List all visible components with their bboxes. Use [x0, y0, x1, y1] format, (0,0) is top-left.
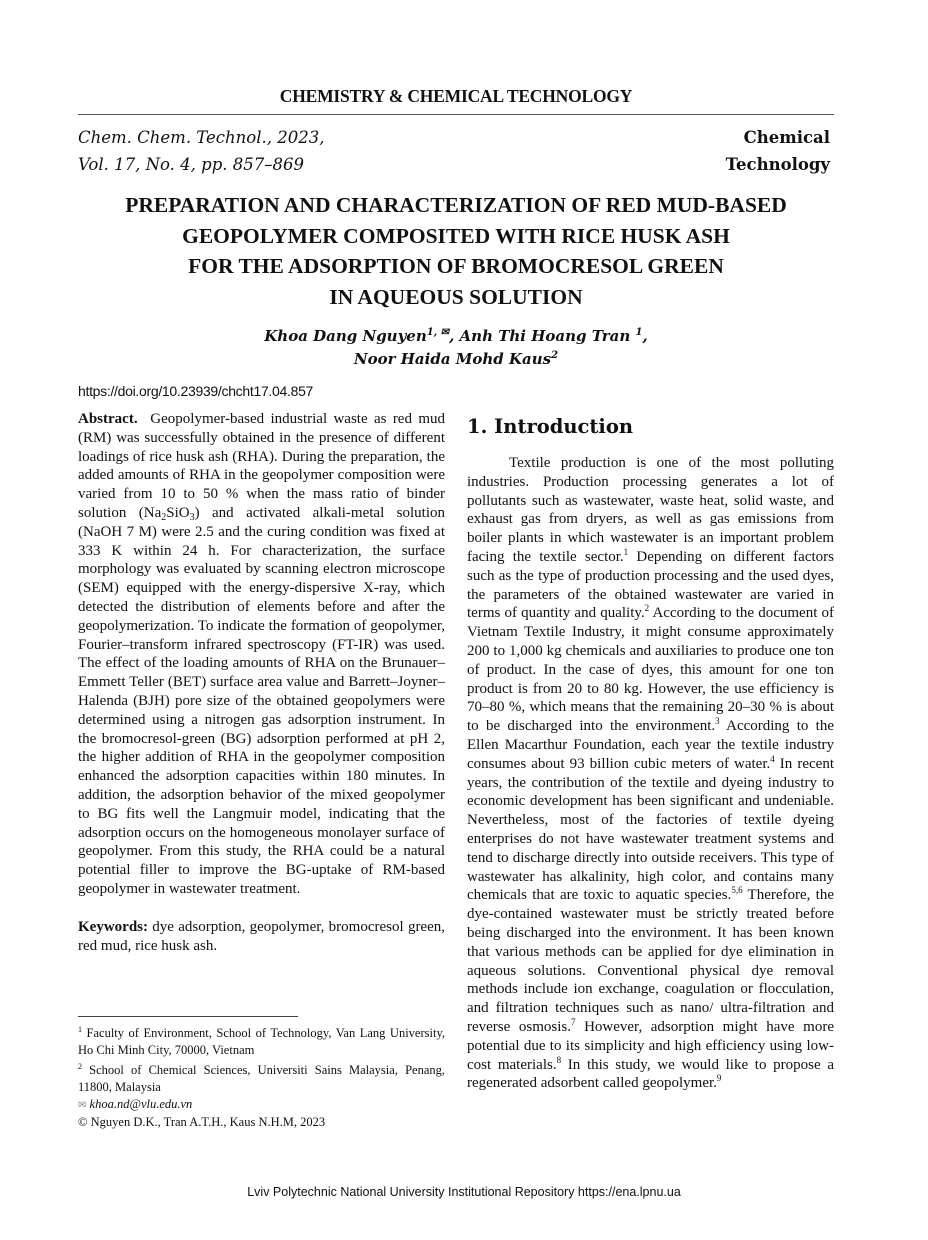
- right-column: [467, 410, 834, 1093]
- intro-text: Textile production is one of the most polluting industries. Production processing generates a lot of pollutants such as wastewater, waste heat, solid waste, and exhaust gas from dryers, as well as gas emissions from boiler plants in which wastewater is an important problem facing the textile sector.: [467, 455, 834, 565]
- citation-ref[interactable]: 1: [623, 546, 629, 557]
- intro-text: In this study, we would like to propose a regenerated adsorbent called geopolymer.: [467, 1056, 834, 1092]
- author-name: Anh Thi Hoang Tran: [459, 327, 631, 345]
- repository-footer: Lviv Polytechnic National University Institutional Repository https://ena.lpnu.ua: [247, 1185, 681, 1199]
- affiliation-2: [78, 1059, 445, 1096]
- title-line: IN AQUEOUS SOLUTION: [329, 284, 583, 309]
- footnotes: [78, 1022, 445, 1131]
- article-title: [78, 190, 834, 312]
- keywords-text: dye adsorption, geopolymer, bromocresol green, red mud, rice husk ash.: [78, 918, 446, 954]
- intro-text: According to the Ellen Macarthur Foundation, each year the textile industry consumes about 93 billion cubic meters of water.: [467, 718, 834, 772]
- doi-link[interactable]: https://doi.org/10.23939/chcht17.04.857: [78, 383, 314, 399]
- affiliation-1: [78, 1022, 445, 1059]
- citation-ref[interactable]: 5,6: [731, 885, 743, 896]
- citation-ref[interactable]: 3: [715, 716, 720, 727]
- citation-ref[interactable]: 7: [570, 1016, 576, 1027]
- title-line: GEOPOLYMER COMPOSITED WITH RICE HUSK ASH: [182, 223, 730, 248]
- intro-text: Depending on different factors such as the type of production processing and the used dyes, the parameters of the obtained wastewater are varied in terms of quantity and quality.: [467, 548, 834, 622]
- intro-text: In recent years, the contribution of the textile and dyeing industry to economic development has been significant and undeniable. Nevertheless, most of the factories of textile dyeing enterprises do not have wastewater treatment systems and tend to discharge directly into outside receivers. This type of wastewater has alkalinity, high color, and contains many chemicals that are toxic to aquatic species.: [467, 755, 834, 904]
- author-affiliation-marker: 1, ✉: [426, 327, 450, 338]
- affiliation-text: School of Chemical Sciences, Universiti Sains Malaysia, Penang, 11800, Malaysia: [78, 1062, 446, 1094]
- author-name: Khoa Dang Nguyen: [264, 327, 427, 345]
- abstract-text: SiO: [166, 504, 190, 521]
- abstract-text: ) and activated alkali-metal solution (NaOH 7 M) were 2.5 and the curing condition was fixed at 333 K within 24 h. For characterization, the surface morphology was evaluated by scanning electron microscope (SEM) equipped with the energy-dispersive X-ray, which detected the distribution of elements before and after the geopolymerization. To indicate the formation of geopolymer, Fourier–transform infrared spectroscopy (FT-IR) was used. The effect of the loading amounts of RHA on the Brunauer–Emmett Teller (BET) surface area value and Barrett–Joyner–Halenda (BJH) pore size of the obtained geopolymers were determined using a nitrogen gas adsorption instrument. In the bromocresol-green (BG) adsorption performed at pH 2, the higher addition of RHA in the geopolymer composition enhanced the adsorption capacities within 180 minutes. In addition, the adsorption behavior of the mixed geopolymer to BG fits well the Langmuir model, indicating that the adsorption occurs on the homogeneous monolayer surface of geopolymer. From this study, the RHA could be a natural potential filler to improve the BG-uptake of RM-based geopolymer in wastewater treatment.: [78, 504, 446, 897]
- abstract-text: Geopolymer-based industrial waste as red mud (RM) was successfully obtained in the presence of different loadings of rice husk ash (RHA). During the preparation, the added amounts of RHA in the geopolymer composition were varied from 10 to 50 % when the mass ratio of binder solution (Na: [78, 411, 445, 521]
- author-list: Khoa Dang Nguyen$^{1, ✉}$, Anh Thi Hoang Tran $^1$, Noor Haida Mohd Kaus$^2$: [264, 327, 648, 368]
- header-divider: [78, 114, 834, 115]
- intro-text: However, adsorption might have more potential due to its simplicity and high efficiency using low-cost materials.: [467, 1018, 834, 1073]
- section-heading-introduction: 1. Introduction: [467, 415, 634, 438]
- footnote-divider: [78, 1016, 298, 1017]
- introduction-paragraph: [467, 454, 834, 1093]
- keywords-label: Keywords:: [78, 918, 148, 935]
- brand-line-1: Chemical: [743, 128, 830, 147]
- journal-header: CHEMISTRY & CHEMICAL TECHNOLOGY: [279, 86, 633, 106]
- title-line: PREPARATION AND CHARACTERIZATION OF RED MUD-BASED: [125, 193, 787, 217]
- corresponding-email: [78, 1096, 445, 1115]
- author-affiliation-marker: 2: [551, 350, 559, 361]
- envelope-icon: ✉: [78, 1099, 87, 1111]
- intro-text: Therefore, the dye-contained wastewater must be strictly treated before being discharged into the environment. It has been known that various methods can be applied for dye elimination in aqueous solutions. Conventional physical dye removal methods include ion exchange, coagulation or flocculation, and filtration techniques such as nano/ ultra-filtration and reverse osmosis.: [467, 887, 834, 1035]
- footnote-marker: 2: [78, 1061, 82, 1071]
- left-column: [78, 410, 445, 955]
- citation-ref[interactable]: 4: [770, 753, 775, 764]
- author-affiliation-marker: 1: [635, 327, 643, 338]
- subscript: 3: [189, 511, 195, 523]
- citation-line-1: Chem. Chem. Technol., 2023,: [78, 128, 325, 147]
- footnote-marker: 1: [78, 1025, 82, 1034]
- email-link[interactable]: khoa.nd@vlu.edu.vn: [89, 1096, 193, 1111]
- citation-ref[interactable]: 9: [716, 1073, 722, 1084]
- journal-brand: [726, 124, 830, 178]
- affiliation-text: Faculty of Environment, School of Technology, Van Lang University, Ho Chi Minh City, 70000, Vietnam: [78, 1026, 446, 1057]
- brand-line-2: Technology: [725, 155, 830, 174]
- author-name: Noor Haida Mohd Kaus: [353, 350, 552, 368]
- subscript: 2: [161, 511, 167, 523]
- abstract: [78, 410, 445, 899]
- intro-text: According to the document of Vietnam Textile Industry, it might consume approximately 200 to 1,000 kg chemicals and auxiliaries to produce one ton of product. In the case of dyes, this amount for one ton product is from 20 to 80 kg. However, the use efficiency is 70–80 %, which means that the remaining 20–30 % is about to be discharged into the environment.: [467, 605, 834, 735]
- journal-citation: [78, 124, 324, 178]
- citation-ref[interactable]: 2: [644, 603, 650, 614]
- citation-ref[interactable]: 8: [556, 1054, 562, 1065]
- copyright: © Nguyen D.K., Tran A.T.H., Kaus N.H.M, 2023: [78, 1115, 326, 1130]
- citation-line-2: Vol. 17, No. 4, pp. 857–869: [78, 155, 304, 174]
- abstract-label: Abstract.: [78, 411, 138, 427]
- title-line: FOR THE ADSORPTION OF BROMOCRESOL GREEN: [188, 254, 724, 278]
- keywords: [78, 918, 445, 956]
